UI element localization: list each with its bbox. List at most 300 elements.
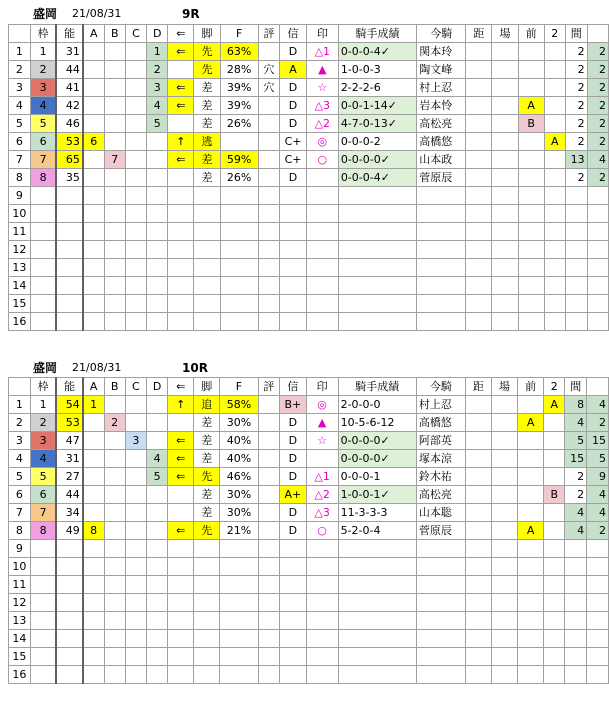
cell-distance xyxy=(465,414,491,432)
cell-f-rate: 46% xyxy=(220,468,258,486)
cell-mark-c: 3 xyxy=(125,432,146,450)
cell-course xyxy=(492,277,518,295)
cell-jockey-record xyxy=(338,223,416,241)
cell-row-number: 2 xyxy=(9,414,31,432)
cell-course xyxy=(492,43,518,61)
cell-trust xyxy=(280,187,307,205)
cell-mark-d xyxy=(147,414,168,432)
cell-interval-2 xyxy=(587,277,608,295)
cell-arrow xyxy=(168,187,194,205)
cell-mark-b: 7 xyxy=(104,151,125,169)
table-row xyxy=(9,169,609,187)
cell-interval-1: 2 xyxy=(565,115,587,133)
cell-f-rate xyxy=(220,630,258,648)
cell-trust: D xyxy=(280,79,307,97)
cell-prediction: △1 xyxy=(306,468,338,486)
cell-interval-1: 2 xyxy=(565,61,587,79)
table-row xyxy=(9,97,609,115)
cell-mark-d xyxy=(147,151,168,169)
cell-jockey xyxy=(417,259,466,277)
cell-mark-c xyxy=(125,612,146,630)
cell-interval-2: 9 xyxy=(587,468,609,486)
cell-rating xyxy=(258,468,280,486)
cell-style: 差 xyxy=(194,432,220,450)
cell-f-rate: 26% xyxy=(220,169,258,187)
cell-mark-c xyxy=(125,205,146,223)
cell-mark-d: 5 xyxy=(147,468,168,486)
cell-style: 先 xyxy=(194,468,220,486)
cell-prev xyxy=(518,558,544,576)
table-row xyxy=(9,396,609,414)
cell-prev xyxy=(518,648,544,666)
cell-interval-2: 2 xyxy=(587,414,609,432)
header-trust: 信 xyxy=(280,25,307,43)
cell-mark-b xyxy=(104,576,125,594)
cell-trust: C+ xyxy=(280,151,307,169)
cell-ability: 44 xyxy=(56,486,82,504)
cell-ability: 44 xyxy=(56,61,82,79)
cell-distance xyxy=(465,522,491,540)
header-mark-a: A xyxy=(83,378,104,396)
table-row xyxy=(9,630,609,648)
cell-prev xyxy=(518,205,544,223)
cell-row-number: 14 xyxy=(9,277,31,295)
cell-arrow xyxy=(168,504,194,522)
cell-jockey-record xyxy=(338,666,416,684)
cell-trust: D xyxy=(280,504,307,522)
cell-course xyxy=(491,558,517,576)
cell-rating xyxy=(258,666,280,684)
cell-second xyxy=(544,450,565,468)
cell-ability: 42 xyxy=(56,97,82,115)
header-prediction: 印 xyxy=(306,25,338,43)
cell-trust: D xyxy=(280,97,307,115)
cell-mark-c xyxy=(125,468,146,486)
cell-gate: 7 xyxy=(30,151,56,169)
cell-interval-2 xyxy=(587,313,608,331)
cell-f-rate: 26% xyxy=(220,115,258,133)
cell-jockey-record xyxy=(338,277,416,295)
cell-distance xyxy=(465,396,491,414)
cell-mark-d: 2 xyxy=(147,61,168,79)
cell-jockey-record xyxy=(338,241,416,259)
cell-interval-2: 2 xyxy=(587,133,608,151)
cell-gate xyxy=(30,223,56,241)
cell-mark-d xyxy=(147,522,168,540)
cell-jockey-record: 0-0-0-4✓ xyxy=(338,43,416,61)
cell-gate xyxy=(30,313,56,331)
cell-gate: 5 xyxy=(30,468,56,486)
cell-arrow xyxy=(168,612,194,630)
cell-interval-1 xyxy=(565,295,587,313)
header-mark-b: B xyxy=(104,25,125,43)
header-course: 場 xyxy=(492,25,518,43)
cell-style xyxy=(194,594,220,612)
cell-mark-d xyxy=(147,277,168,295)
cell-second xyxy=(544,432,565,450)
cell-style: 差 xyxy=(194,504,220,522)
cell-prev: A xyxy=(518,97,544,115)
cell-second xyxy=(544,612,565,630)
cell-mark-c xyxy=(125,414,146,432)
cell-gate: 3 xyxy=(30,79,56,97)
cell-prediction xyxy=(306,612,338,630)
cell-jockey-record xyxy=(338,648,416,666)
cell-mark-b xyxy=(104,223,125,241)
cell-mark-d xyxy=(147,313,168,331)
cell-gate: 6 xyxy=(30,486,56,504)
cell-interval-1: 8 xyxy=(565,396,587,414)
cell-rating xyxy=(258,612,280,630)
cell-rating xyxy=(258,241,280,259)
cell-interval-1 xyxy=(565,630,587,648)
header-prev: 前 xyxy=(518,378,544,396)
cell-gate: 4 xyxy=(30,450,56,468)
cell-rating xyxy=(258,432,280,450)
cell-course xyxy=(491,468,517,486)
cell-row-number: 1 xyxy=(9,43,31,61)
cell-prev xyxy=(518,79,544,97)
cell-distance xyxy=(466,169,492,187)
cell-trust xyxy=(280,241,307,259)
cell-prev xyxy=(518,61,544,79)
header-gate: 枠 xyxy=(30,378,56,396)
cell-mark-d xyxy=(147,259,168,277)
cell-jockey: 高橋悠 xyxy=(417,133,466,151)
cell-interval-2: 2 xyxy=(587,61,608,79)
cell-row-number: 5 xyxy=(9,468,31,486)
cell-interval-2: 2 xyxy=(587,169,608,187)
cell-interval-1: 13 xyxy=(565,151,587,169)
cell-mark-b xyxy=(104,259,125,277)
cell-arrow xyxy=(168,414,194,432)
cell-f-rate xyxy=(220,558,258,576)
cell-interval-1: 2 xyxy=(565,486,587,504)
cell-mark-b xyxy=(104,648,125,666)
cell-mark-c xyxy=(125,79,146,97)
cell-jockey xyxy=(416,612,465,630)
cell-prev xyxy=(518,277,544,295)
cell-second xyxy=(544,630,565,648)
cell-second: A xyxy=(544,396,565,414)
cell-ability xyxy=(56,648,82,666)
cell-trust xyxy=(280,576,307,594)
cell-distance xyxy=(465,630,491,648)
cell-distance xyxy=(466,115,492,133)
cell-course xyxy=(491,630,517,648)
cell-mark-d: 3 xyxy=(147,79,168,97)
cell-row-number: 6 xyxy=(9,133,31,151)
cell-mark-b xyxy=(104,97,125,115)
cell-row-number: 8 xyxy=(9,522,31,540)
cell-mark-c xyxy=(125,295,146,313)
table-row xyxy=(9,205,609,223)
cell-style: 差 xyxy=(194,486,220,504)
table-row xyxy=(9,187,609,205)
cell-interval-1: 2 xyxy=(565,97,587,115)
cell-prev xyxy=(518,594,544,612)
cell-second xyxy=(544,522,565,540)
cell-interval-1 xyxy=(565,259,587,277)
cell-jockey-record: 1-0-0-3 xyxy=(338,61,416,79)
cell-mark-d xyxy=(147,648,168,666)
cell-ability: 31 xyxy=(56,450,82,468)
cell-distance xyxy=(465,468,491,486)
cell-second: B xyxy=(544,486,565,504)
header-style: 脚 xyxy=(194,378,220,396)
cell-interval-2: 2 xyxy=(587,97,608,115)
cell-distance xyxy=(466,223,492,241)
cell-jockey xyxy=(416,594,465,612)
cell-rating xyxy=(258,43,280,61)
cell-jockey-record xyxy=(338,594,416,612)
cell-f-rate xyxy=(220,313,258,331)
cell-ability xyxy=(56,594,82,612)
cell-interval-1: 2 xyxy=(565,169,587,187)
cell-jockey-record: 0-0-1-14✓ xyxy=(338,97,416,115)
cell-row-number: 13 xyxy=(9,612,31,630)
cell-mark-d xyxy=(147,396,168,414)
cell-f-rate xyxy=(220,259,258,277)
cell-mark-a xyxy=(83,504,104,522)
cell-mark-a xyxy=(83,61,104,79)
cell-mark-b: 2 xyxy=(104,414,125,432)
cell-interval-1 xyxy=(565,576,587,594)
cell-course xyxy=(492,241,518,259)
cell-second xyxy=(544,277,565,295)
table-row xyxy=(9,450,609,468)
cell-mark-a xyxy=(83,205,104,223)
cell-mark-c xyxy=(125,259,146,277)
cell-arrow xyxy=(168,205,194,223)
cell-course xyxy=(491,414,517,432)
cell-mark-b xyxy=(104,43,125,61)
header-gate: 枠 xyxy=(30,25,56,43)
cell-rating xyxy=(258,414,280,432)
cell-jockey: 高松亮 xyxy=(417,115,466,133)
cell-mark-c xyxy=(125,522,146,540)
cell-mark-c xyxy=(125,396,146,414)
cell-mark-a: 8 xyxy=(83,522,104,540)
cell-mark-b xyxy=(104,295,125,313)
cell-style: 差 xyxy=(194,169,220,187)
cell-arrow xyxy=(168,61,194,79)
cell-interval-2 xyxy=(587,540,609,558)
cell-ability xyxy=(56,612,82,630)
cell-mark-c xyxy=(125,223,146,241)
cell-mark-b xyxy=(104,187,125,205)
cell-mark-a xyxy=(83,79,104,97)
table-row xyxy=(9,558,609,576)
header-course: 場 xyxy=(491,378,517,396)
cell-jockey: 菅原辰 xyxy=(416,522,465,540)
table-row xyxy=(9,468,609,486)
cell-mark-b xyxy=(104,133,125,151)
cell-interval-1: 4 xyxy=(565,522,587,540)
cell-prev xyxy=(518,666,544,684)
cell-prediction xyxy=(306,205,338,223)
race-table xyxy=(8,377,609,684)
cell-prediction xyxy=(306,313,338,331)
table-row xyxy=(9,295,609,313)
cell-gate xyxy=(30,540,56,558)
cell-mark-c xyxy=(125,151,146,169)
cell-course xyxy=(491,540,517,558)
cell-f-rate xyxy=(220,594,258,612)
cell-ability xyxy=(56,187,82,205)
cell-prev xyxy=(518,151,544,169)
cell-rating xyxy=(258,504,280,522)
table-row xyxy=(9,259,609,277)
cell-style: 差 xyxy=(194,97,220,115)
cell-style xyxy=(194,630,220,648)
cell-rating xyxy=(258,259,280,277)
cell-interval-2 xyxy=(587,187,608,205)
cell-row-number: 3 xyxy=(9,79,31,97)
header-mark-c: C xyxy=(125,25,146,43)
cell-second xyxy=(544,576,565,594)
cell-arrow: ⇐ xyxy=(168,97,194,115)
cell-second xyxy=(544,504,565,522)
cell-arrow xyxy=(168,241,194,259)
cell-prev xyxy=(518,43,544,61)
cell-course xyxy=(492,205,518,223)
cell-f-rate: 58% xyxy=(220,396,258,414)
cell-prediction xyxy=(306,540,338,558)
header-rating: 評 xyxy=(258,25,280,43)
header-interval-2 xyxy=(587,378,609,396)
cell-mark-c xyxy=(125,558,146,576)
cell-row-number: 6 xyxy=(9,486,31,504)
cell-prediction xyxy=(306,169,338,187)
header-jockey: 今騎 xyxy=(416,378,465,396)
cell-jockey xyxy=(416,648,465,666)
cell-f-rate: 21% xyxy=(220,522,258,540)
cell-trust xyxy=(280,666,307,684)
cell-distance xyxy=(466,205,492,223)
cell-style: 先 xyxy=(194,61,220,79)
cell-rating xyxy=(258,450,280,468)
cell-arrow xyxy=(168,540,194,558)
cell-style xyxy=(194,612,220,630)
cell-jockey-record: 2-2-2-6 xyxy=(338,79,416,97)
cell-jockey xyxy=(417,205,466,223)
cell-mark-d xyxy=(147,187,168,205)
cell-row-number: 10 xyxy=(9,205,31,223)
cell-interval-2 xyxy=(587,558,609,576)
cell-gate xyxy=(30,187,56,205)
cell-mark-d: 5 xyxy=(147,115,168,133)
cell-prev xyxy=(518,396,544,414)
cell-jockey: 岩本怜 xyxy=(417,97,466,115)
cell-prediction xyxy=(306,594,338,612)
cell-interval-2: 2 xyxy=(587,79,608,97)
cell-course xyxy=(491,396,517,414)
cell-distance xyxy=(466,187,492,205)
cell-row-number: 10 xyxy=(9,558,31,576)
cell-mark-d: 4 xyxy=(147,450,168,468)
cell-mark-b xyxy=(104,594,125,612)
cell-interval-2 xyxy=(587,259,608,277)
cell-gate: 1 xyxy=(30,43,56,61)
cell-course xyxy=(491,594,517,612)
table-row xyxy=(9,414,609,432)
header-arrow: ⇐ xyxy=(168,25,194,43)
cell-mark-b xyxy=(104,432,125,450)
cell-distance xyxy=(466,61,492,79)
cell-interval-2: 4 xyxy=(587,486,609,504)
cell-f-rate xyxy=(220,612,258,630)
cell-jockey-record xyxy=(338,187,416,205)
header-mark-d: D xyxy=(147,25,168,43)
cell-course xyxy=(491,432,517,450)
cell-style: 差 xyxy=(194,115,220,133)
cell-jockey-record: 0-0-0-0✓ xyxy=(338,151,416,169)
cell-mark-b xyxy=(104,115,125,133)
cell-course xyxy=(492,115,518,133)
cell-style: 差 xyxy=(194,414,220,432)
cell-mark-c xyxy=(125,169,146,187)
cell-prediction: △1 xyxy=(306,43,338,61)
cell-ability xyxy=(56,241,82,259)
cell-jockey-record: 0-0-0-1 xyxy=(338,468,416,486)
header-second: 2 xyxy=(544,378,565,396)
cell-interval-1: 4 xyxy=(565,504,587,522)
cell-prediction xyxy=(306,187,338,205)
cell-ability xyxy=(56,277,82,295)
cell-arrow xyxy=(168,223,194,241)
cell-gate: 8 xyxy=(30,169,56,187)
cell-interval-2 xyxy=(587,205,608,223)
cell-second xyxy=(544,205,565,223)
cell-distance xyxy=(465,558,491,576)
cell-jockey-record: 10-5-6-12 xyxy=(338,414,416,432)
cell-rating xyxy=(258,187,280,205)
cell-prediction xyxy=(306,295,338,313)
cell-jockey: 村上忍 xyxy=(417,79,466,97)
cell-mark-d xyxy=(147,630,168,648)
cell-mark-d xyxy=(147,432,168,450)
cell-style xyxy=(194,540,220,558)
cell-mark-a xyxy=(83,313,104,331)
cell-gate: 2 xyxy=(30,414,56,432)
cell-row-number: 4 xyxy=(9,97,31,115)
cell-interval-1 xyxy=(565,241,587,259)
cell-distance xyxy=(465,540,491,558)
table-row xyxy=(9,133,609,151)
cell-ability xyxy=(56,558,82,576)
cell-interval-1: 2 xyxy=(565,43,587,61)
cell-gate: 2 xyxy=(30,61,56,79)
cell-trust xyxy=(280,295,307,313)
cell-interval-2 xyxy=(587,295,608,313)
cell-second xyxy=(544,115,565,133)
cell-ability: 35 xyxy=(56,169,82,187)
cell-arrow xyxy=(168,115,194,133)
cell-second xyxy=(544,313,565,331)
table-row xyxy=(9,61,609,79)
header-distance: 距 xyxy=(466,25,492,43)
cell-gate: 8 xyxy=(30,522,56,540)
cell-row-number: 16 xyxy=(9,666,31,684)
cell-f-rate xyxy=(220,576,258,594)
cell-course xyxy=(492,313,518,331)
cell-trust: D xyxy=(280,450,307,468)
cell-jockey-record xyxy=(338,612,416,630)
table-row xyxy=(9,666,609,684)
cell-f-rate: 39% xyxy=(220,79,258,97)
cell-jockey-record: 0-0-0-0✓ xyxy=(338,432,416,450)
